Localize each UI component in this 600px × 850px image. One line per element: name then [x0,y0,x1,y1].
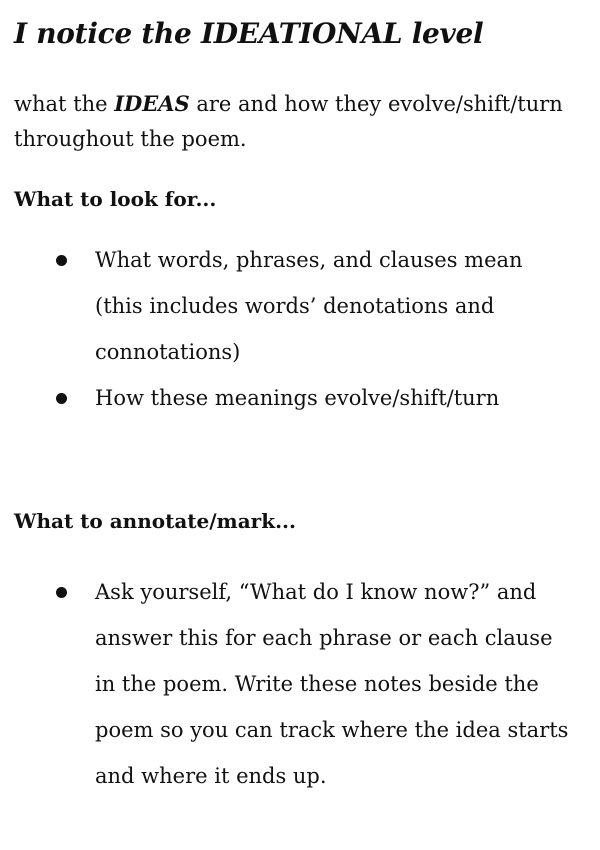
intro-prefix: what the [14,92,115,116]
intro-suffix: are and how they evolve/shift/turn throughout the poem. [14,92,563,151]
annotate-list [0,569,575,799]
intro-emphasis: IDEAS [114,91,190,116]
list-item [0,237,575,375]
list-item-text: Ask yourself, “What do I know now?” and answer this for each phrase or each clause in the poem. Write these notes beside the poem so you can track where the idea starts and where it ends up. [95,580,569,788]
bullet-icon [56,255,67,266]
list-item [0,569,575,799]
bullet-icon [56,393,67,404]
bullet-icon [56,587,67,598]
page-title: I notice the IDEATIONAL level [14,17,484,50]
list-item [0,375,575,421]
intro-paragraph [14,86,584,157]
list-item-text: What words, phrases, and clauses mean (this includes words’ denotations and connotations) [95,248,523,364]
list-item-text: How these meanings evolve/shift/turn [95,386,500,410]
annotate-heading: What to annotate/mark... [14,509,296,533]
look-for-heading: What to look for... [14,187,217,211]
look-for-list [0,237,575,421]
